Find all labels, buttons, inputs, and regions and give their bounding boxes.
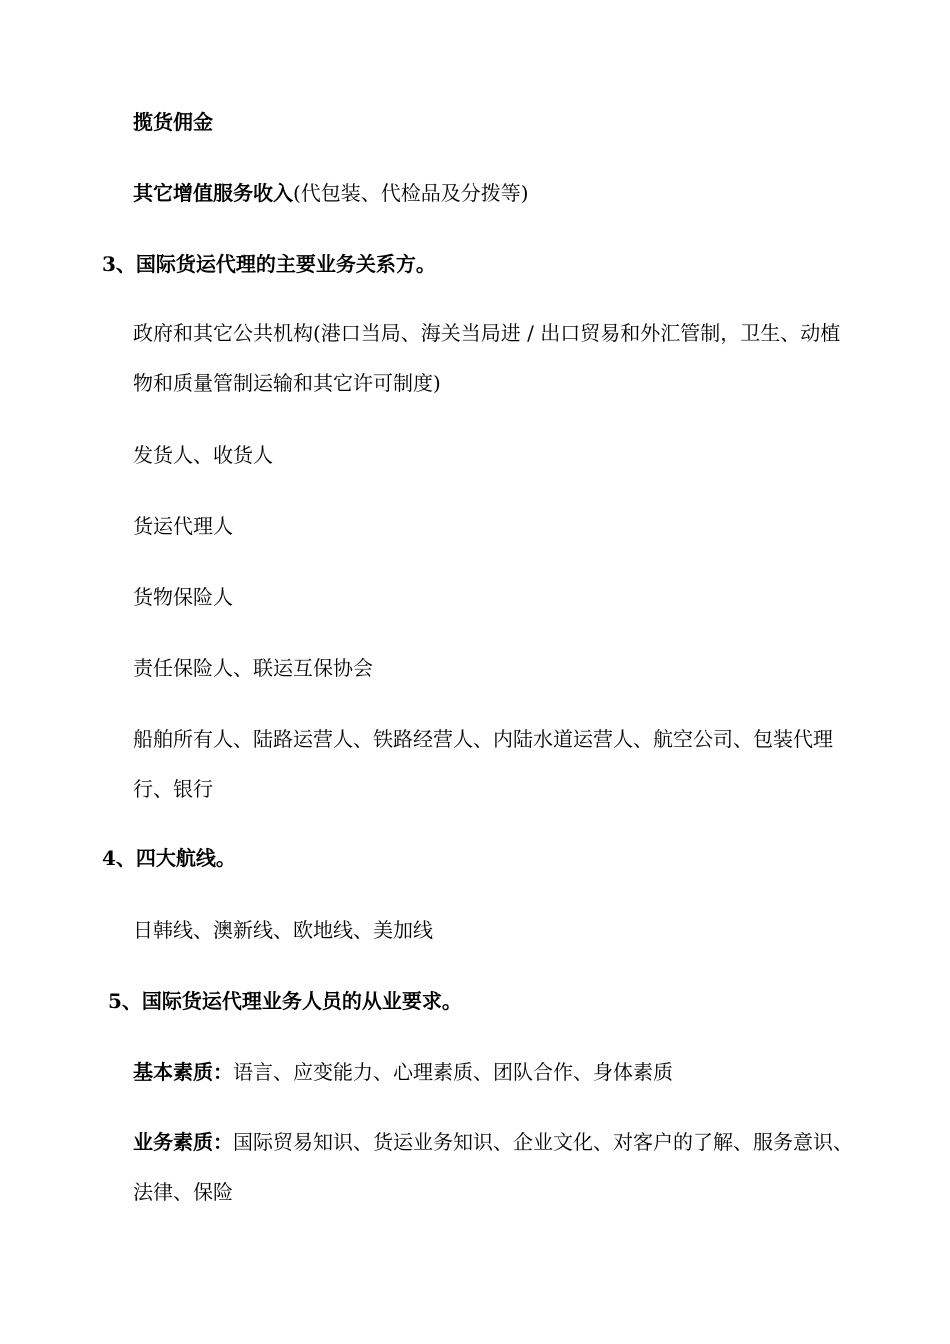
business-qualities-text: 国际贸易知识、货运业务知识、企业文化、对客户的了解、服务意识、法律、保险 — [133, 1130, 853, 1204]
party-freight-forwarder: 货运代理人 — [133, 514, 233, 538]
business-qualities-label: 业务素质： — [133, 1130, 233, 1154]
business-qualities — [133, 1117, 853, 1217]
other-income-label: 其它增值服务收入 — [133, 181, 293, 205]
party-shipper-consignee: 发货人、收货人 — [133, 443, 273, 467]
party-liability-insurer: 责任保险人、联运互保协会 — [133, 656, 373, 680]
other-income-item — [133, 179, 529, 207]
routes-list: 日韩线、澳新线、欧地线、美加线 — [133, 918, 433, 942]
party-carriers: 船舶所有人、陆路运营人、铁路经营人、内陆水道运营人、航空公司、包装代理行、银行 — [133, 727, 833, 801]
commission-item: 揽货佣金 — [133, 110, 213, 134]
basic-qualities-label: 基本素质： — [133, 1060, 233, 1084]
basic-qualities — [133, 1058, 673, 1086]
party-government: 政府和其它公共机构(港口当局、海关当局进 / 出口贸易和外汇管制，卫生、动植物和质量管制运输和其它许可制度) — [133, 321, 841, 395]
section-3-heading: 3、国际货运代理的主要业务关系方。 — [102, 252, 436, 276]
party-cargo-insurer: 货物保险人 — [133, 585, 233, 609]
section-5-heading: 5、国际货运代理业务人员的从业要求。 — [108, 989, 462, 1013]
other-income-detail: (代包装、代检品及分拨等) — [293, 181, 529, 205]
basic-qualities-text: 语言、应变能力、心理素质、团队合作、身体素质 — [233, 1060, 673, 1084]
section-4-heading: 4、四大航线。 — [102, 846, 236, 870]
